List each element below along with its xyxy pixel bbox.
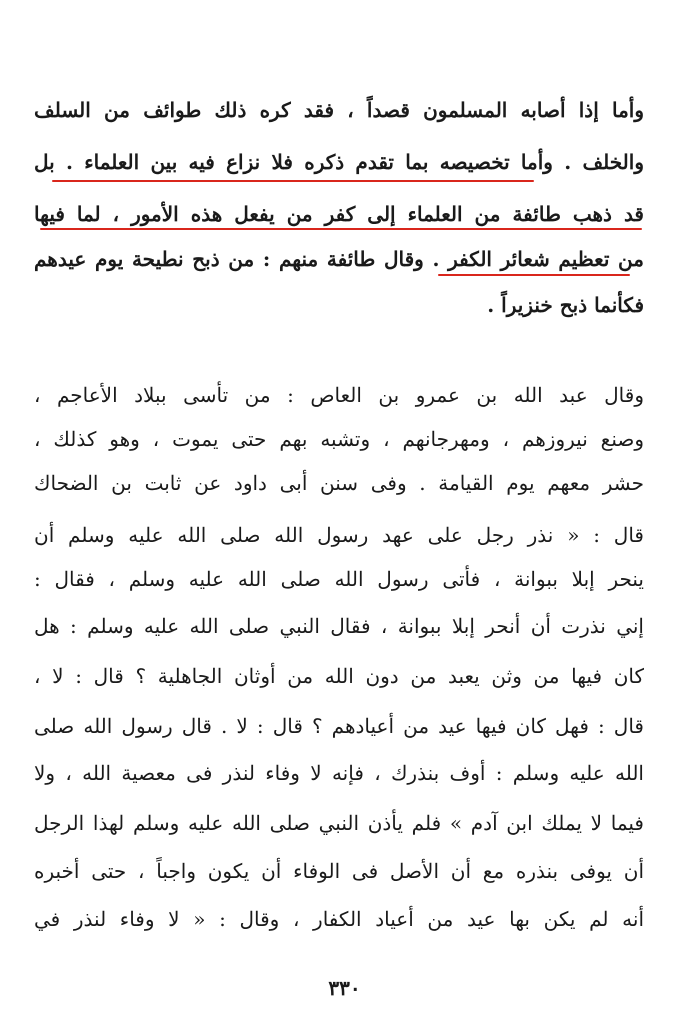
text-line: قد ذهب طائفة من العلماء إلى كفر من يفعل هذه الأمور ، لما فيها	[34, 202, 644, 226]
text-line: فكأنما ذبح خنزيراً .	[487, 293, 644, 317]
text-line: حشر معهم يوم القيامة . وفى سنن أبى داود عن ثابت بن الضحاك	[34, 471, 644, 495]
text-line: من تعظيم شعائر الكفر . وقال طائفة منهم : من ذبح نطيحة يوم عيدهم	[34, 247, 644, 271]
highlight-underline	[40, 228, 642, 230]
text-line: وأما إذا أصابه المسلمون قصداً ، فقد كره ذلك طوائف من السلف	[34, 98, 644, 122]
text-line: وقال عبد الله بن عمرو بن العاص : من تأسى ببلاد الأعاجم ،	[34, 383, 644, 407]
text-line: الله عليه وسلم : أوف بنذرك ، فإنه لا وفاء لنذر فى معصية الله ، ولا	[34, 761, 644, 785]
page-number: ٣٣٠	[328, 976, 361, 1000]
text-line: ينحر إبلا ببوانة ، فأتى رسول الله صلى الله عليه وسلم ، فقال :	[34, 567, 644, 591]
highlight-underline	[438, 274, 630, 276]
text-line: أن يوفى بنذره مع أن الأصل فى الوفاء أن يكون واجباً ، حتى أخبره	[34, 859, 644, 883]
text-line: فيما لا يملك ابن آدم » فلم يأذن النبي صلى الله عليه وسلم لهذا الرجل	[34, 811, 644, 835]
text-line: أنه لم يكن بها عيد من أعياد الكفار ، وقال : « لا وفاء لنذر في	[34, 907, 644, 931]
text-line: وصنع نيروزهم ، ومهرجانهم ، وتشبه بهم حتى يموت ، وهو كذلك ،	[34, 427, 644, 451]
text-line: قال : « نذر رجل على عهد رسول الله صلى الله عليه وسلم أن	[34, 523, 644, 547]
text-line: قال : فهل كان فيها عيد من أعيادهم ؟ قال : لا . قال رسول الله صلى	[34, 714, 644, 738]
text-line: كان فيها من وثن يعبد من دون الله من أوثان الجاهلية ؟ قال : لا ،	[34, 664, 644, 688]
text-line: والخلف . وأما تخصيصه بما تقدم ذكره فلا نزاع فيه بين العلماء . بل	[34, 150, 644, 174]
text-line: إني نذرت أن أنحر إبلا ببوانة ، فقال النبي صلى الله عليه وسلم : هل	[34, 614, 644, 638]
highlight-underline	[52, 180, 534, 182]
